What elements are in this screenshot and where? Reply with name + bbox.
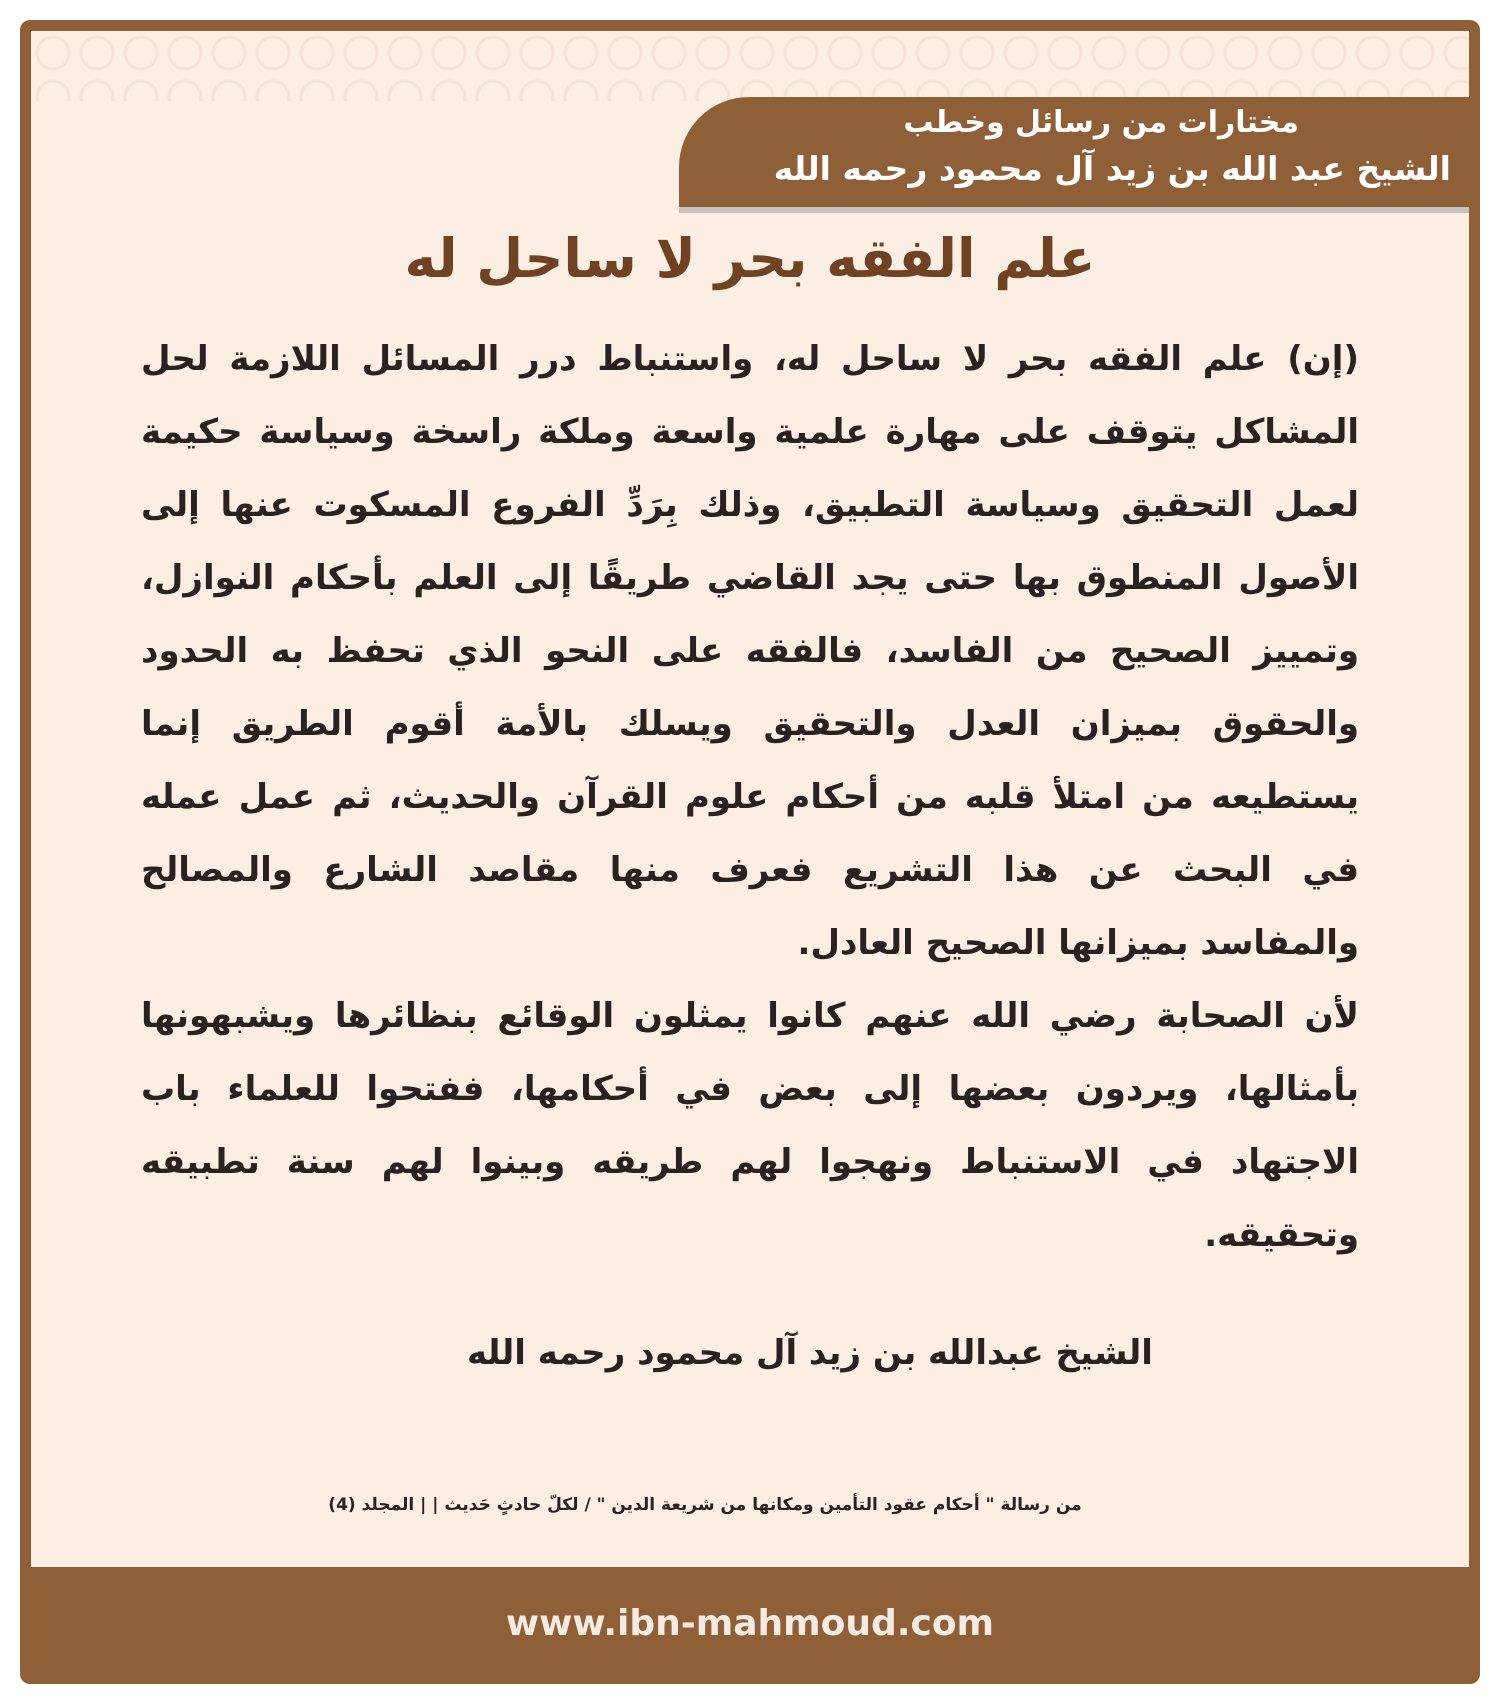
decorative-pattern [31, 31, 1469, 101]
header-author: الشيخ عبد الله بن زيد آل محمود رحمه الله [773, 149, 1451, 188]
body-paragraph-2: لأن الصحابة رضي الله عنهم كانوا يمثلون الوقائع بنظائرها ويشبهونها بأمثالها، ويردون بعضها إلى بعض في أحكامها، ففتحوا للعلماء باب الاجتهاد في الاستنباط ونهجوا لهم طريقه وبينوا لهم سنة تطبيقه وتحقيقه. [141, 996, 1359, 1255]
header-banner [679, 97, 1469, 213]
website-link[interactable]: www.ibn-mahmoud.com [505, 1603, 995, 1644]
author-signature: الشيخ عبدالله بن زيد آل محمود رحمه الله [467, 1333, 1153, 1373]
card-frame [20, 20, 1480, 1684]
header-series-title: مختارات من رسائل وخطب [903, 105, 1299, 140]
body-paragraph-1: (إن) علم الفقه بحر لا ساحل له، واستنباط درر المسائل اللازمة لحل المشاكل يتوقف على مهارة علمية واسعة وملكة راسخة وسياسة حكيمة لعمل التحقيق وسياسة التطبيق، وذلك بِرَدِّ الفروع المسكوت عنها إلى الأصول المنطوق بها حتى يجد القاضي طريقًا إلى العلم بأحكام النوازل، وتمييز الصحيح من الفاسد، فالفقه على النحو الذي تحفظ به الحدود والحقوق بميزان العدل والتحقيق ويسلك بالأمة أقوم الطريق إنما يستطيعه من امتلأ قلبه من أحكام علوم القرآن والحديث، ثم عمل عمله في البحث عن هذا التشريع فعرف منها مقاصد الشارع والمصالح والمفاسد بميزانها الصحيح العادل. [141, 339, 1359, 963]
article-title: علم الفقه بحر لا ساحل له [404, 227, 1096, 290]
article-body [141, 323, 1359, 1272]
card-paper [31, 31, 1469, 1567]
source-citation: من رسالة " أحكام عقود التأمين ومكانها من شريعة الدين " / لكلّ حادثٍ حَديث | | المجلد (4) [328, 1495, 1082, 1515]
